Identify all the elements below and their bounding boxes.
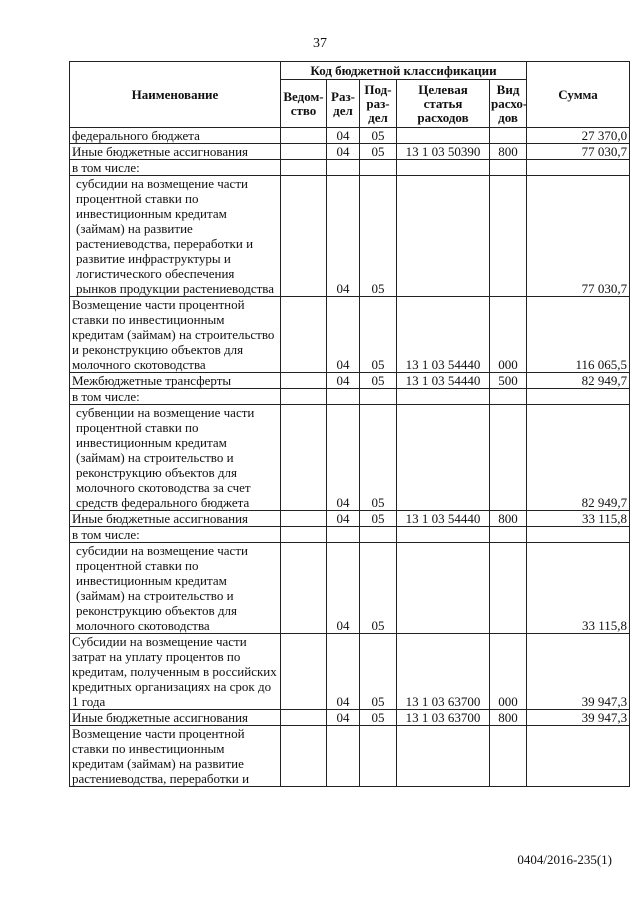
cell-vid bbox=[490, 128, 527, 144]
page-number: 37 bbox=[313, 36, 327, 51]
document-code: 0404/2016-235(1) bbox=[517, 852, 612, 867]
cell-ved bbox=[281, 144, 327, 160]
table-row bbox=[70, 405, 630, 511]
header-podr: Под- раз- дел bbox=[360, 80, 397, 128]
cell-cst bbox=[397, 176, 490, 297]
table-row bbox=[70, 634, 630, 710]
cell-vid bbox=[490, 405, 527, 511]
cell-sum: 82 949,7 bbox=[527, 373, 630, 389]
table-row bbox=[70, 144, 630, 160]
cell-razd: 04 bbox=[327, 128, 360, 144]
cell-podr: 05 bbox=[360, 176, 397, 297]
cell-razd bbox=[327, 527, 360, 543]
cell-name: Межбюджетные трансферты bbox=[70, 373, 281, 389]
table-row bbox=[70, 726, 630, 787]
cell-ved bbox=[281, 297, 327, 373]
cell-podr: 05 bbox=[360, 128, 397, 144]
header-name: Наименование bbox=[70, 62, 281, 128]
cell-sum: 77 030,7 bbox=[527, 176, 630, 297]
cell-vid bbox=[490, 176, 527, 297]
cell-podr bbox=[360, 160, 397, 176]
cell-vid: 500 bbox=[490, 373, 527, 389]
cell-podr: 05 bbox=[360, 634, 397, 710]
cell-razd: 04 bbox=[327, 176, 360, 297]
cell-razd: 04 bbox=[327, 634, 360, 710]
cell-vid: 000 bbox=[490, 634, 527, 710]
cell-ved bbox=[281, 726, 327, 787]
cell-name: Иные бюджетные ассигнования bbox=[70, 710, 281, 726]
cell-razd: 04 bbox=[327, 405, 360, 511]
cell-ved bbox=[281, 373, 327, 389]
cell-cst: 13 1 03 54440 bbox=[397, 511, 490, 527]
cell-podr bbox=[360, 726, 397, 787]
cell-vid: 800 bbox=[490, 144, 527, 160]
cell-sum: 82 949,7 bbox=[527, 405, 630, 511]
table-row bbox=[70, 527, 630, 543]
header-ved: Ведом- ство bbox=[281, 80, 327, 128]
header-code-group: Код бюджетной классификации bbox=[281, 62, 527, 80]
cell-razd bbox=[327, 726, 360, 787]
cell-ved bbox=[281, 543, 327, 634]
cell-name: в том числе: bbox=[70, 527, 281, 543]
cell-ved bbox=[281, 710, 327, 726]
cell-vid: 000 bbox=[490, 297, 527, 373]
cell-podr: 05 bbox=[360, 144, 397, 160]
table-row bbox=[70, 511, 630, 527]
cell-razd: 04 bbox=[327, 543, 360, 634]
table-row bbox=[70, 297, 630, 373]
cell-cst: 13 1 03 54440 bbox=[397, 297, 490, 373]
cell-ved bbox=[281, 176, 327, 297]
cell-vid bbox=[490, 726, 527, 787]
cell-podr: 05 bbox=[360, 297, 397, 373]
cell-razd: 04 bbox=[327, 710, 360, 726]
cell-podr: 05 bbox=[360, 710, 397, 726]
cell-razd: 04 bbox=[327, 297, 360, 373]
table-row bbox=[70, 373, 630, 389]
cell-cst: 13 1 03 54440 bbox=[397, 373, 490, 389]
cell-sum bbox=[527, 527, 630, 543]
cell-name: в том числе: bbox=[70, 389, 281, 405]
cell-podr bbox=[360, 389, 397, 405]
table-row bbox=[70, 160, 630, 176]
cell-sum: 39 947,3 bbox=[527, 710, 630, 726]
cell-podr: 05 bbox=[360, 543, 397, 634]
cell-ved bbox=[281, 160, 327, 176]
cell-vid: 800 bbox=[490, 710, 527, 726]
cell-name: Возмещение части процентной ставки по инвестиционным кредитам (займам) на развитие растениеводства, переработки и bbox=[70, 726, 281, 787]
cell-name: субсидии на возмещение части процентной ставки по инвестиционным кредитам (займам) на строительство и реконструкцию объектов для молочного скотоводства bbox=[70, 543, 281, 634]
cell-name: Иные бюджетные ассигнования bbox=[70, 511, 281, 527]
cell-name: субсидии на возмещение части процентной ставки по инвестиционным кредитам (займам) на развитие растениеводства, переработки и развитие инфраструктуры и логистического обеспечения рынков продукции растениеводства bbox=[70, 176, 281, 297]
cell-cst bbox=[397, 389, 490, 405]
header-vid: Вид расхо- дов bbox=[490, 80, 527, 128]
cell-cst: 13 1 03 50390 bbox=[397, 144, 490, 160]
cell-cst bbox=[397, 405, 490, 511]
header-razd: Раз- дел bbox=[327, 80, 360, 128]
cell-ved bbox=[281, 405, 327, 511]
cell-name: в том числе: bbox=[70, 160, 281, 176]
cell-razd bbox=[327, 160, 360, 176]
cell-ved bbox=[281, 511, 327, 527]
cell-podr: 05 bbox=[360, 405, 397, 511]
cell-ved bbox=[281, 634, 327, 710]
cell-ved bbox=[281, 527, 327, 543]
cell-sum: 33 115,8 bbox=[527, 511, 630, 527]
table-row bbox=[70, 176, 630, 297]
cell-podr bbox=[360, 527, 397, 543]
cell-podr: 05 bbox=[360, 373, 397, 389]
cell-cst: 13 1 03 63700 bbox=[397, 634, 490, 710]
cell-cst bbox=[397, 128, 490, 144]
budget-classification-table bbox=[69, 61, 630, 787]
cell-sum: 27 370,0 bbox=[527, 128, 630, 144]
cell-name: Субсидии на возмещение части затрат на уплату процентов по кредитам, полученным в российских кредитных организациях на срок до 1 года bbox=[70, 634, 281, 710]
cell-sum: 39 947,3 bbox=[527, 634, 630, 710]
header-cst: Целевая статья расходов bbox=[397, 80, 490, 128]
cell-cst bbox=[397, 543, 490, 634]
table-row bbox=[70, 543, 630, 634]
cell-vid bbox=[490, 527, 527, 543]
cell-sum bbox=[527, 160, 630, 176]
cell-vid: 800 bbox=[490, 511, 527, 527]
cell-ved bbox=[281, 128, 327, 144]
cell-vid bbox=[490, 543, 527, 634]
table-row bbox=[70, 710, 630, 726]
cell-razd: 04 bbox=[327, 511, 360, 527]
cell-name: федерального бюджета bbox=[70, 128, 281, 144]
cell-razd: 04 bbox=[327, 144, 360, 160]
cell-sum bbox=[527, 389, 630, 405]
cell-ved bbox=[281, 389, 327, 405]
table-row bbox=[70, 389, 630, 405]
cell-sum: 77 030,7 bbox=[527, 144, 630, 160]
cell-name: Возмещение части процентной ставки по инвестиционным кредитам (займам) на строительство и реконструкцию объектов для молочного скотоводства bbox=[70, 297, 281, 373]
cell-vid bbox=[490, 389, 527, 405]
table-row bbox=[70, 128, 630, 144]
cell-cst: 13 1 03 63700 bbox=[397, 710, 490, 726]
cell-sum: 116 065,5 bbox=[527, 297, 630, 373]
cell-name: субвенции на возмещение части процентной ставки по инвестиционным кредитам (займам) на строительство и реконструкцию объектов для молочного скотоводства за счет средств федерального бюджета bbox=[70, 405, 281, 511]
cell-sum: 33 115,8 bbox=[527, 543, 630, 634]
cell-cst bbox=[397, 160, 490, 176]
header-sum: Сумма bbox=[527, 62, 630, 128]
cell-razd: 04 bbox=[327, 373, 360, 389]
cell-name: Иные бюджетные ассигнования bbox=[70, 144, 281, 160]
cell-podr: 05 bbox=[360, 511, 397, 527]
cell-cst bbox=[397, 527, 490, 543]
table-body bbox=[70, 128, 630, 787]
cell-sum bbox=[527, 726, 630, 787]
cell-cst bbox=[397, 726, 490, 787]
cell-vid bbox=[490, 160, 527, 176]
cell-razd bbox=[327, 389, 360, 405]
